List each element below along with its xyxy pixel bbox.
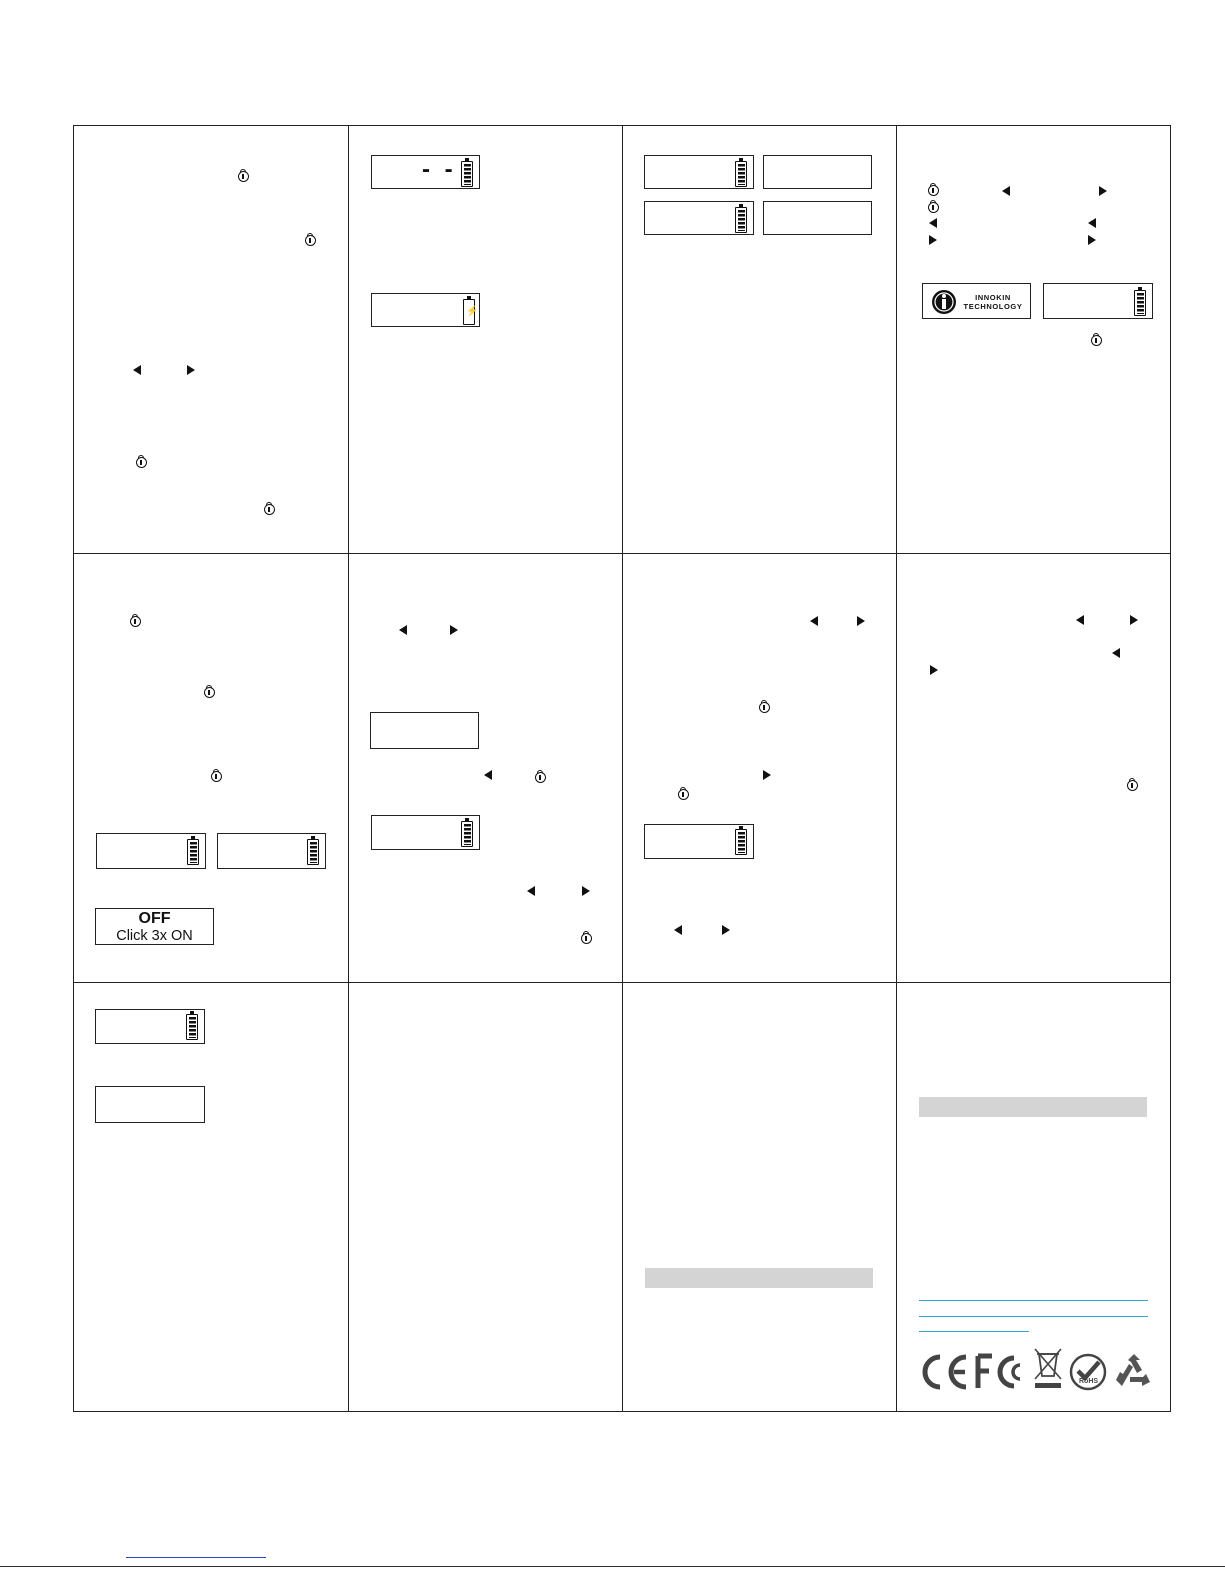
column-divider — [622, 126, 623, 1411]
footer-link-underline[interactable] — [126, 1557, 266, 1558]
right-arrow-icon — [722, 925, 730, 935]
innokin-logo-icon — [931, 289, 957, 315]
power-button-icon — [759, 702, 770, 713]
battery-icon — [1134, 290, 1146, 316]
left-arrow-icon — [810, 616, 818, 626]
right-arrow-icon — [1130, 615, 1138, 625]
rohs-mark-icon — [1068, 1352, 1108, 1392]
section-highlight-bar — [645, 1268, 873, 1288]
battery-icon — [461, 821, 473, 847]
rohs-label: RoHS — [1079, 1378, 1099, 1385]
logo-line-2: TECHNOLOGY — [963, 302, 1023, 311]
right-arrow-icon — [1088, 235, 1096, 245]
power-button-icon — [928, 202, 939, 213]
off-title: OFF — [138, 910, 171, 927]
section-highlight-bar — [919, 1097, 1147, 1117]
oled-screen — [217, 833, 326, 869]
charge-dashes: - - — [422, 156, 457, 183]
battery-icon — [307, 839, 319, 865]
oled-screen — [763, 201, 872, 235]
oled-screen — [95, 1009, 205, 1044]
power-button-icon — [581, 933, 592, 944]
logo-line-1: INNOKIN — [975, 293, 1011, 302]
battery-icon — [735, 161, 747, 187]
right-arrow-icon — [1099, 186, 1107, 196]
link-underline[interactable] — [919, 1331, 1029, 1332]
battery-charging-icon: ⚡ — [463, 299, 475, 325]
left-arrow-icon — [1112, 648, 1120, 658]
link-underline[interactable] — [919, 1316, 1148, 1317]
right-arrow-icon — [450, 625, 458, 635]
power-button-icon — [211, 771, 222, 782]
power-button-icon — [678, 789, 689, 800]
oled-screen — [763, 155, 872, 189]
oled-screen-charging — [371, 155, 480, 189]
column-divider — [896, 126, 897, 1411]
power-button-icon — [535, 772, 546, 783]
row-divider — [74, 982, 1170, 983]
oled-screen — [1043, 283, 1153, 319]
oled-screen — [644, 824, 754, 859]
oled-screen — [96, 833, 206, 869]
left-arrow-icon — [1088, 218, 1096, 228]
power-button-icon — [204, 687, 215, 698]
oled-screen — [95, 1086, 205, 1123]
right-arrow-icon — [930, 665, 938, 675]
power-button-icon — [305, 235, 316, 246]
left-arrow-icon — [674, 925, 682, 935]
link-underline[interactable] — [919, 1300, 1148, 1301]
right-arrow-icon — [763, 770, 771, 780]
left-arrow-icon — [929, 218, 937, 228]
power-button-icon — [264, 504, 275, 515]
row-divider — [74, 553, 1170, 554]
power-button-icon — [130, 616, 141, 627]
oled-screen — [644, 201, 754, 235]
power-button-icon — [136, 457, 147, 468]
oled-screen-logo — [922, 283, 1031, 319]
left-arrow-icon — [1002, 186, 1010, 196]
battery-icon — [735, 829, 747, 855]
right-arrow-icon — [857, 616, 865, 626]
oled-screen-charging-empty — [371, 293, 480, 327]
oled-screen-off — [95, 908, 214, 945]
right-arrow-icon — [187, 365, 195, 375]
power-button-icon — [928, 185, 939, 196]
left-arrow-icon — [484, 770, 492, 780]
left-arrow-icon — [133, 365, 141, 375]
recycle-icon — [1114, 1352, 1154, 1392]
page-bottom-rule — [0, 1566, 1225, 1567]
left-arrow-icon — [527, 886, 535, 896]
weee-bin-icon — [1032, 1346, 1064, 1392]
column-divider — [348, 126, 349, 1411]
right-arrow-icon — [582, 886, 590, 896]
oled-screen — [370, 712, 479, 749]
ce-mark-icon — [920, 1352, 970, 1392]
fcc-mark-icon — [974, 1352, 1028, 1392]
oled-screen — [644, 155, 754, 189]
power-button-icon — [1091, 335, 1102, 346]
battery-icon — [187, 839, 199, 865]
left-arrow-icon — [1076, 615, 1084, 625]
left-arrow-icon — [399, 625, 407, 635]
battery-icon — [461, 161, 473, 187]
power-button-icon — [1127, 780, 1138, 791]
off-subtitle: Click 3x ON — [116, 928, 193, 944]
power-button-icon — [238, 171, 249, 182]
battery-icon — [735, 207, 747, 233]
right-arrow-icon — [929, 235, 937, 245]
oled-screen — [371, 815, 480, 850]
battery-icon — [186, 1014, 198, 1040]
